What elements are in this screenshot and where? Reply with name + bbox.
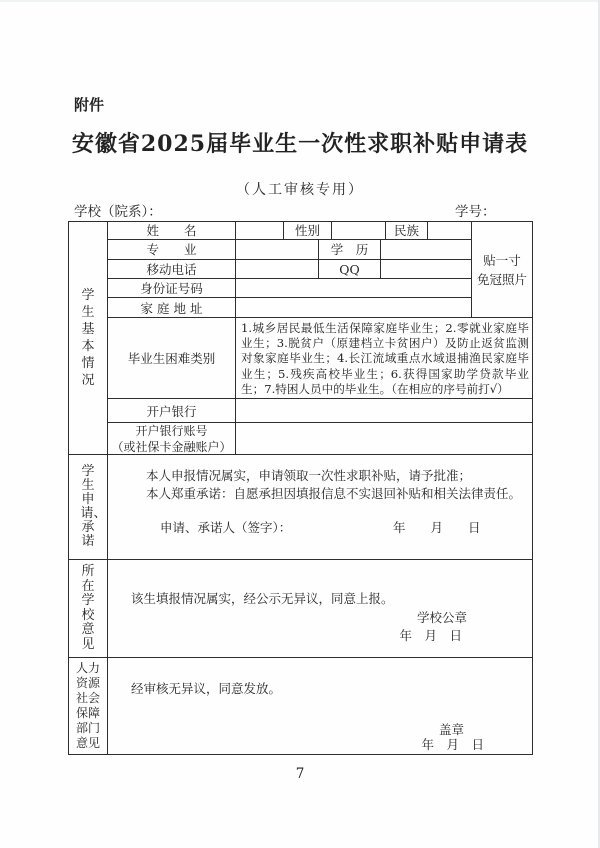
page-number: 7 — [295, 766, 305, 782]
section-hr-department-opinion — [69, 658, 532, 754]
education-label: 学 历 — [319, 240, 381, 259]
school-date-line: 年 月 日 — [399, 628, 462, 643]
difficulty-label: 毕业生困难类别 — [108, 318, 236, 398]
difficulty-options-text: 1.城乡居民最低生活保障家庭毕业生；2.零就业家庭毕业生；3.脱贫户（原建档立卡贫困户）及防止返贫监测对象家庭毕业生；4.长江流域重点水域退捕渔民家庭毕业生；5.残疾高校毕业生；6.获得国家助学贷款毕业生；7.特困人员中的毕业生。（在相应的序号前打√） — [241, 321, 529, 396]
hr-date-line: 年 月 日 — [421, 737, 484, 752]
row-major — [108, 240, 471, 260]
section-label-text: 学生基本情况 — [81, 288, 95, 388]
school-opinion-text: 该生填报情况属实，经公示无异议，同意上报。 — [131, 591, 394, 606]
school-seal-label: 学校公章 — [416, 610, 467, 625]
photo-box — [471, 222, 532, 317]
account-label-line2: （或社保卡金融账户） — [111, 439, 232, 454]
ethnicity-label: 民族 — [386, 222, 428, 239]
mobile-value-cell — [236, 260, 319, 279]
address-label: 家 庭 地 址 — [108, 298, 236, 317]
form-subtitle: （人工审核专用） — [236, 182, 364, 198]
photo-note-line2: 免冠照片 — [476, 271, 527, 287]
hr-opinion-text: 经审核无异议，同意发放。 — [131, 681, 282, 696]
gender-label: 性别 — [284, 222, 332, 239]
major-label: 专 业 — [108, 240, 236, 259]
section-school-opinion — [69, 560, 532, 658]
section-student-basic-info — [69, 222, 532, 455]
application-form-table — [68, 221, 533, 755]
bank-label: 开户银行 — [108, 399, 236, 422]
row-address — [108, 298, 471, 317]
pledge-line1: 本人申报情况属实，申请领取一次性求职补贴，请予批准； — [146, 468, 472, 483]
hr-opinion-body — [108, 658, 532, 754]
id-number-value-cell — [236, 279, 471, 297]
address-value-cell — [236, 298, 471, 317]
section-label-text: 人力资源社会保障部门意见 — [75, 661, 100, 750]
pledge-date-line: 年 月 日 — [393, 520, 481, 535]
hr-seal-label: 盖章 — [438, 722, 464, 737]
scan-edge-top — [0, 0, 600, 2]
school-opinion-body — [108, 560, 532, 657]
name-label: 姓 名 — [108, 222, 236, 239]
education-value-cell — [381, 240, 471, 259]
account-label — [108, 423, 236, 454]
section-label-text: 学生申请、承诺 — [80, 464, 107, 549]
section-label-school-opinion — [69, 560, 108, 657]
form-title: 安徽省2025届毕业生一次性求职补贴申请表 — [71, 131, 529, 157]
row-bank-account — [108, 423, 532, 454]
pledge-body — [108, 455, 532, 559]
id-number-label: 身份证号码 — [108, 279, 236, 297]
section-label-hr-department — [69, 658, 108, 754]
row-mobile — [108, 260, 471, 280]
ethnicity-value-cell — [428, 222, 471, 239]
major-value-cell — [236, 240, 319, 259]
basic-info-top-rows — [108, 222, 532, 318]
account-label-line1: 开户银行账号 — [135, 423, 208, 438]
attachment-label: 附件 — [74, 96, 105, 114]
section-student-pledge — [69, 455, 532, 560]
basic-info-left-rows — [108, 222, 471, 317]
qq-value-cell — [381, 260, 471, 279]
basic-info-body — [108, 222, 532, 454]
student-no-field-label: 学号： — [455, 204, 496, 220]
section-label-student-basic-info — [69, 222, 108, 454]
pledge-signature-label: 申请、承诺人（签字）： — [160, 520, 292, 535]
gender-value-cell — [332, 222, 386, 239]
section-label-student-pledge — [69, 455, 108, 559]
row-difficulty-category — [108, 318, 532, 399]
row-bank — [108, 399, 532, 423]
section-label-text: 所在学校意见 — [81, 564, 95, 652]
bank-value-cell — [236, 399, 532, 422]
row-id-number — [108, 279, 471, 298]
pledge-line2: 本人郑重承诺：自愿承担因填报信息不实退回补贴和相关法律责任。 — [146, 486, 522, 501]
account-value-cell — [236, 423, 532, 454]
name-value-cell — [236, 222, 284, 239]
school-field-label: 学校（院系）： — [74, 204, 162, 220]
mobile-label: 移动电话 — [108, 260, 236, 279]
qq-label: QQ — [319, 260, 381, 279]
photo-note-line1: 贴一寸 — [483, 252, 521, 268]
row-name — [108, 222, 471, 240]
